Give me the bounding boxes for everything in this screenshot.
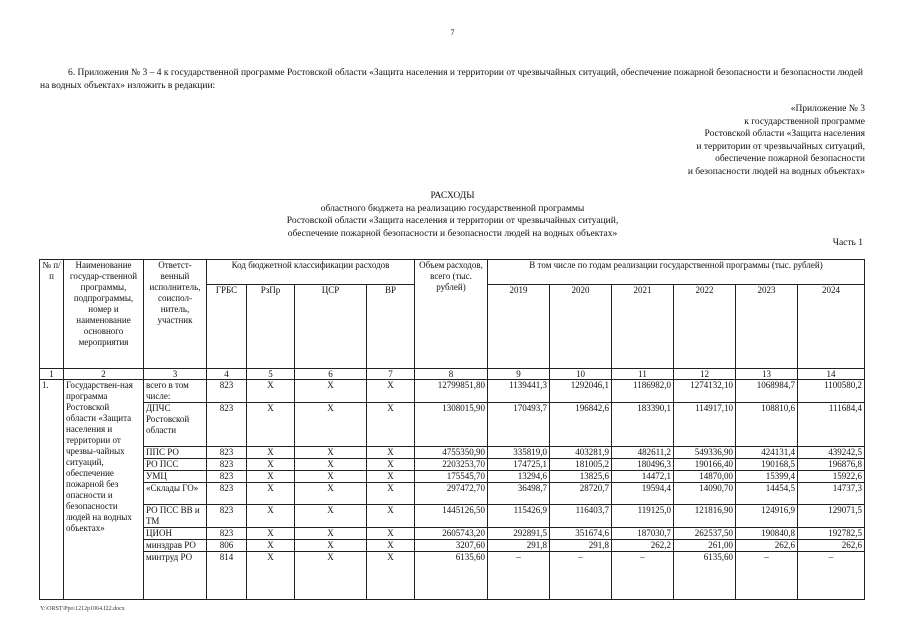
year-cell: 1292046,1 <box>550 380 612 403</box>
year-cell: 14090,70 <box>674 483 736 505</box>
column-number: 3 <box>144 369 207 380</box>
page-number: 7 <box>450 28 455 37</box>
intro-paragraph: 6. Приложения № 3 – 4 к государственной программе Ростовской области «Защита населения и территории от чрезвычайных ситуаций, обеспечение пожарной безопасности и безопасности людей на водных объектах» изложить в редакции: <box>40 68 863 91</box>
executor-cell: РО ПСС ВВ и ТМ <box>144 505 207 528</box>
table-row <box>40 540 865 552</box>
total-cell: 2605743,20 <box>415 528 488 540</box>
vr-cell: Х <box>367 540 415 552</box>
csr-cell: Х <box>295 552 367 600</box>
year-cell: 115426,9 <box>488 505 550 528</box>
year-cell: 183390,1 <box>612 403 674 447</box>
year-cell: 1139441,3 <box>488 380 550 403</box>
year-cell: 262537,50 <box>674 528 736 540</box>
year-cell: 121816,90 <box>674 505 736 528</box>
header-years-group: В том числе по годам реализации государственной программы (тыс. рублей) <box>488 260 865 285</box>
csr-cell: Х <box>295 505 367 528</box>
year-cell: 116403,7 <box>550 505 612 528</box>
year-cell: 403281,9 <box>550 447 612 459</box>
executor-cell: ППС РО <box>144 447 207 459</box>
vr-cell: Х <box>367 459 415 471</box>
year-cell: 424131,4 <box>736 447 798 459</box>
header-year: 2021 <box>612 285 674 369</box>
grbs-cell: 823 <box>207 447 247 459</box>
year-cell: 174725,1 <box>488 459 550 471</box>
title-line: Ростовской области «Защита населения и территории от чрезвычайных ситуаций, <box>286 216 619 226</box>
column-number: 12 <box>674 369 736 380</box>
rzpr-cell: Х <box>247 552 295 600</box>
year-cell: 19594,4 <box>612 483 674 505</box>
grbs-cell: 823 <box>207 483 247 505</box>
csr-cell: Х <box>295 380 367 403</box>
document-title <box>0 190 905 240</box>
year-cell: 14454,5 <box>736 483 798 505</box>
row-number: 1. <box>40 380 64 600</box>
grbs-cell: 823 <box>207 528 247 540</box>
appendix-line: Ростовской области «Защита населения <box>704 129 865 139</box>
total-cell: 297472,70 <box>415 483 488 505</box>
year-cell: 190168,5 <box>736 459 798 471</box>
grbs-cell: 806 <box>207 540 247 552</box>
executor-cell: ДПЧС Ростовской области <box>144 403 207 447</box>
csr-cell: Х <box>295 471 367 483</box>
total-cell: 1308015,90 <box>415 403 488 447</box>
year-cell: 129071,5 <box>798 505 865 528</box>
year-cell: 192782,5 <box>798 528 865 540</box>
column-number: 11 <box>612 369 674 380</box>
column-number: 7 <box>367 369 415 380</box>
year-cell: 291,8 <box>550 540 612 552</box>
grbs-cell: 823 <box>207 459 247 471</box>
grbs-cell: 823 <box>207 380 247 403</box>
title-line: обеспечение пожарной безопасности и безопасности людей на водных объектах» <box>287 228 618 239</box>
year-cell: 28720,7 <box>550 483 612 505</box>
header-year: 2023 <box>736 285 798 369</box>
executor-cell: УМЦ <box>144 471 207 483</box>
year-cell: 335819,0 <box>488 447 550 459</box>
rzpr-cell: Х <box>247 447 295 459</box>
year-cell: 291,8 <box>488 540 550 552</box>
executor-cell: «Склады ГО» <box>144 483 207 505</box>
year-cell: 196876,8 <box>798 459 865 471</box>
header-year: 2022 <box>674 285 736 369</box>
table-row <box>40 505 865 528</box>
year-cell: 1186982,0 <box>612 380 674 403</box>
year-cell: 196842,6 <box>550 403 612 447</box>
year-cell: 170493,7 <box>488 403 550 447</box>
year-cell: 187030,7 <box>612 528 674 540</box>
year-cell: 119125,0 <box>612 505 674 528</box>
header-executor: Ответст-венный исполнитель, соиспол-нитель, участник <box>144 260 207 369</box>
vr-cell: Х <box>367 528 415 540</box>
column-number-row <box>40 369 865 380</box>
appendix-line: «Приложение № 3 <box>790 104 865 114</box>
appendix-line: к государственной программе <box>744 116 865 127</box>
column-number: 9 <box>488 369 550 380</box>
column-number: 5 <box>247 369 295 380</box>
executor-cell: всего в том числе: <box>144 380 207 403</box>
year-cell: 124916,9 <box>736 505 798 528</box>
year-cell: – <box>612 552 674 600</box>
year-cell: 15399,4 <box>736 471 798 483</box>
grbs-cell: 823 <box>207 403 247 447</box>
vr-cell: Х <box>367 403 415 447</box>
year-cell: 6135,60 <box>674 552 736 600</box>
csr-cell: Х <box>295 483 367 505</box>
year-cell: 1274132,10 <box>674 380 736 403</box>
file-path-footer: Y:\ORST\Ppo\1212p1064.f22.docx <box>40 606 125 612</box>
year-cell: 36498,7 <box>488 483 550 505</box>
year-cell: 292891,5 <box>488 528 550 540</box>
header-csr: ЦСР <box>295 285 367 369</box>
total-cell: 4755350,90 <box>415 447 488 459</box>
year-cell: 15922,6 <box>798 471 865 483</box>
total-cell: 12799851,80 <box>415 380 488 403</box>
year-cell: 108810,6 <box>736 403 798 447</box>
part-label: Часть 1 <box>832 238 863 248</box>
appendix-line: и безопасности людей на водных объектах» <box>687 166 865 177</box>
total-cell: 2203253,70 <box>415 459 488 471</box>
column-number: 8 <box>415 369 488 380</box>
year-cell: 262,6 <box>736 540 798 552</box>
header-year: 2024 <box>798 285 865 369</box>
header-budget-code: Код бюджетной классификации расходов <box>207 260 415 285</box>
grbs-cell: 823 <box>207 471 247 483</box>
vr-cell: Х <box>367 471 415 483</box>
column-number: 2 <box>64 369 144 380</box>
appendix-line: и территории от чрезвычайных ситуаций, <box>696 141 865 152</box>
year-cell: 190840,8 <box>736 528 798 540</box>
year-cell: 181005,2 <box>550 459 612 471</box>
vr-cell: Х <box>367 552 415 600</box>
table-row <box>40 380 865 403</box>
year-cell: 13294,6 <box>488 471 550 483</box>
header-grbs: ГРБС <box>207 285 247 369</box>
csr-cell: Х <box>295 459 367 471</box>
year-cell: 1068984,7 <box>736 380 798 403</box>
executor-cell: минтруд РО <box>144 552 207 600</box>
executor-cell: минздрав РО <box>144 540 207 552</box>
vr-cell: Х <box>367 447 415 459</box>
year-cell: 262,2 <box>612 540 674 552</box>
program-name: Государствен-ная программа Ростовской области «Защита населения и территории от чрезвы-чайных ситуаций, обеспечение пожарной без опасности и безопасности людей на водных объектах» <box>64 380 144 600</box>
vr-cell: Х <box>367 505 415 528</box>
appendix-line: обеспечение пожарной безопасности <box>715 154 865 164</box>
header-year: 2019 <box>488 285 550 369</box>
year-cell: 482611,2 <box>612 447 674 459</box>
rzpr-cell: Х <box>247 505 295 528</box>
column-number: 6 <box>295 369 367 380</box>
year-cell: 180496,3 <box>612 459 674 471</box>
title-line: областного бюджета на реализацию государственной программы <box>320 203 585 214</box>
csr-cell: Х <box>295 540 367 552</box>
expenses-table <box>39 259 865 600</box>
table-body <box>40 380 865 600</box>
total-cell: 3207,60 <box>415 540 488 552</box>
year-cell: 262,6 <box>798 540 865 552</box>
table-row <box>40 471 865 483</box>
year-cell: 14737,3 <box>798 483 865 505</box>
csr-cell: Х <box>295 528 367 540</box>
rzpr-cell: Х <box>247 483 295 505</box>
vr-cell: Х <box>367 380 415 403</box>
appendix-header <box>688 103 865 178</box>
executor-cell: ЦИОН <box>144 528 207 540</box>
year-cell: 439242,5 <box>798 447 865 459</box>
year-cell: 111684,4 <box>798 403 865 447</box>
year-cell: – <box>798 552 865 600</box>
title-line: РАСХОДЫ <box>430 191 475 201</box>
year-cell: – <box>488 552 550 600</box>
table-row <box>40 483 865 505</box>
table-row <box>40 552 865 600</box>
grbs-cell: 823 <box>207 505 247 528</box>
table-row <box>40 447 865 459</box>
year-cell: 190166,40 <box>674 459 736 471</box>
year-cell: 14870,00 <box>674 471 736 483</box>
rzpr-cell: Х <box>247 540 295 552</box>
year-cell: 549336,90 <box>674 447 736 459</box>
header-year: 2020 <box>550 285 612 369</box>
grbs-cell: 814 <box>207 552 247 600</box>
header-rzpr: РзПр <box>247 285 295 369</box>
total-cell: 1445126,50 <box>415 505 488 528</box>
column-number: 14 <box>798 369 865 380</box>
header-volume: Объем расходов, всего (тыс. рублей) <box>415 260 488 369</box>
column-number: 1 <box>40 369 64 380</box>
csr-cell: Х <box>295 447 367 459</box>
column-number: 10 <box>550 369 612 380</box>
year-cell: – <box>550 552 612 600</box>
csr-cell: Х <box>295 403 367 447</box>
rzpr-cell: Х <box>247 459 295 471</box>
header-num: № п/п <box>40 260 64 369</box>
year-cell: 351674,6 <box>550 528 612 540</box>
year-cell: 14472,1 <box>612 471 674 483</box>
column-number: 13 <box>736 369 798 380</box>
table-row <box>40 528 865 540</box>
executor-cell: РО ПСС <box>144 459 207 471</box>
header-vr: ВР <box>367 285 415 369</box>
rzpr-cell: Х <box>247 403 295 447</box>
year-cell: 1100580,2 <box>798 380 865 403</box>
rzpr-cell: Х <box>247 380 295 403</box>
year-cell: 261,00 <box>674 540 736 552</box>
year-cell: 114917,10 <box>674 403 736 447</box>
vr-cell: Х <box>367 483 415 505</box>
year-cell: – <box>736 552 798 600</box>
year-cell: 13825,6 <box>550 471 612 483</box>
rzpr-cell: Х <box>247 528 295 540</box>
total-cell: 175545,70 <box>415 471 488 483</box>
table-row <box>40 403 865 447</box>
table-row <box>40 459 865 471</box>
header-name: Наименование государ-ственной программы, подпрограммы, номер и наименование основного мероприятия <box>64 260 144 369</box>
column-number: 4 <box>207 369 247 380</box>
total-cell: 6135,60 <box>415 552 488 600</box>
rzpr-cell: Х <box>247 471 295 483</box>
